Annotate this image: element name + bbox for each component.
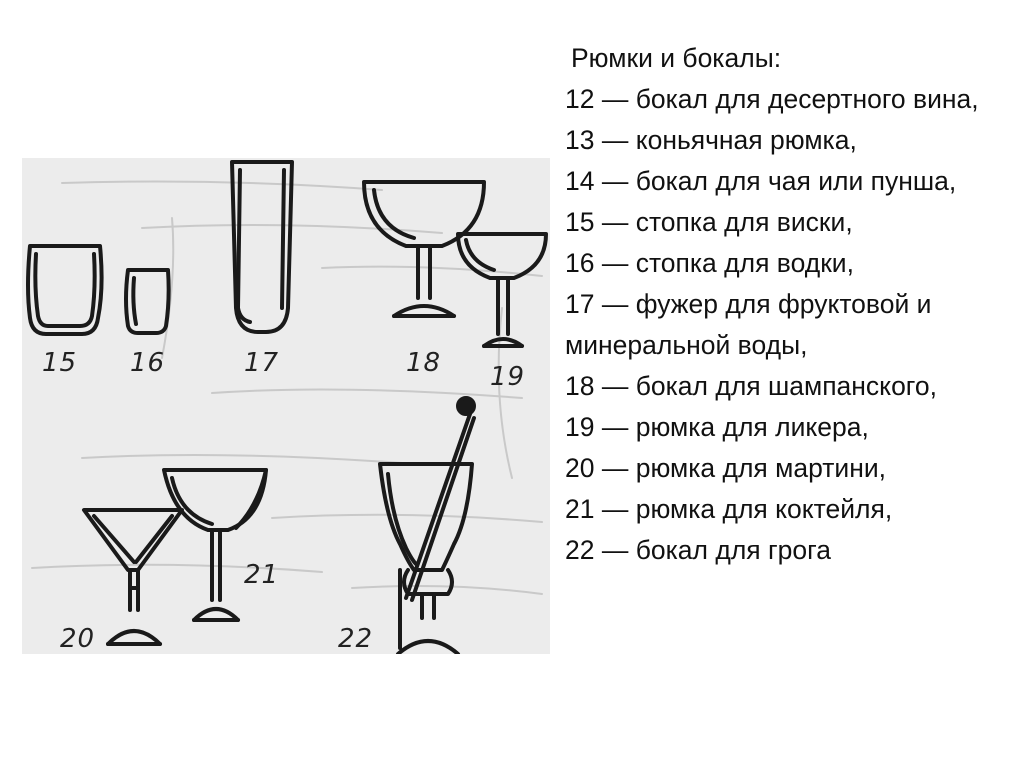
legend-list <box>565 79 1015 571</box>
legend-item-18: 18 — бокал для шампанского, <box>565 371 937 401</box>
label-18: 18 <box>406 348 442 378</box>
glass-18-drawing <box>364 182 484 316</box>
glass-20-drawing <box>84 510 182 644</box>
label-20: 20 <box>60 624 96 654</box>
label-15: 15 <box>42 348 78 378</box>
glass-17-drawing <box>232 162 292 332</box>
legend-item-21: 21 — рюмка для коктейля, <box>565 494 893 524</box>
label-21: 21 <box>244 560 280 590</box>
label-22: 22 <box>338 624 374 654</box>
glassware-illustration <box>22 158 550 654</box>
label-17: 17 <box>244 348 280 378</box>
legend-item-19: 19 — рюмка для ликера, <box>565 412 869 442</box>
legend-item-16: 16 — стопка для водки, <box>565 248 854 278</box>
legend-item-17: 17 — фужер для фруктовой и минеральной воды, <box>565 289 932 360</box>
label-19: 19 <box>490 362 526 392</box>
legend-item-15: 15 — стопка для виски, <box>565 207 853 237</box>
glass-16-drawing <box>126 270 169 333</box>
legend-item-12: 12 — бокал для десертного вина, <box>565 84 979 114</box>
glass-15-drawing <box>28 246 102 334</box>
legend-item-14: 14 — бокал для чая или пунша, <box>565 166 957 196</box>
legend-title: Рюмки и бокалы: <box>571 43 782 73</box>
glass-19-drawing <box>458 234 546 346</box>
legend-item-22: 22 — бокал для грога <box>565 535 831 565</box>
glassware-drawing <box>22 158 550 654</box>
glass-21-drawing <box>164 470 266 620</box>
legend-item-13: 13 — коньячная рюмка, <box>565 125 857 155</box>
glass-22-drawing <box>380 398 474 654</box>
glassware-legend <box>565 38 1015 571</box>
legend-item-20: 20 — рюмка для мартини, <box>565 453 887 483</box>
label-16: 16 <box>130 348 166 378</box>
